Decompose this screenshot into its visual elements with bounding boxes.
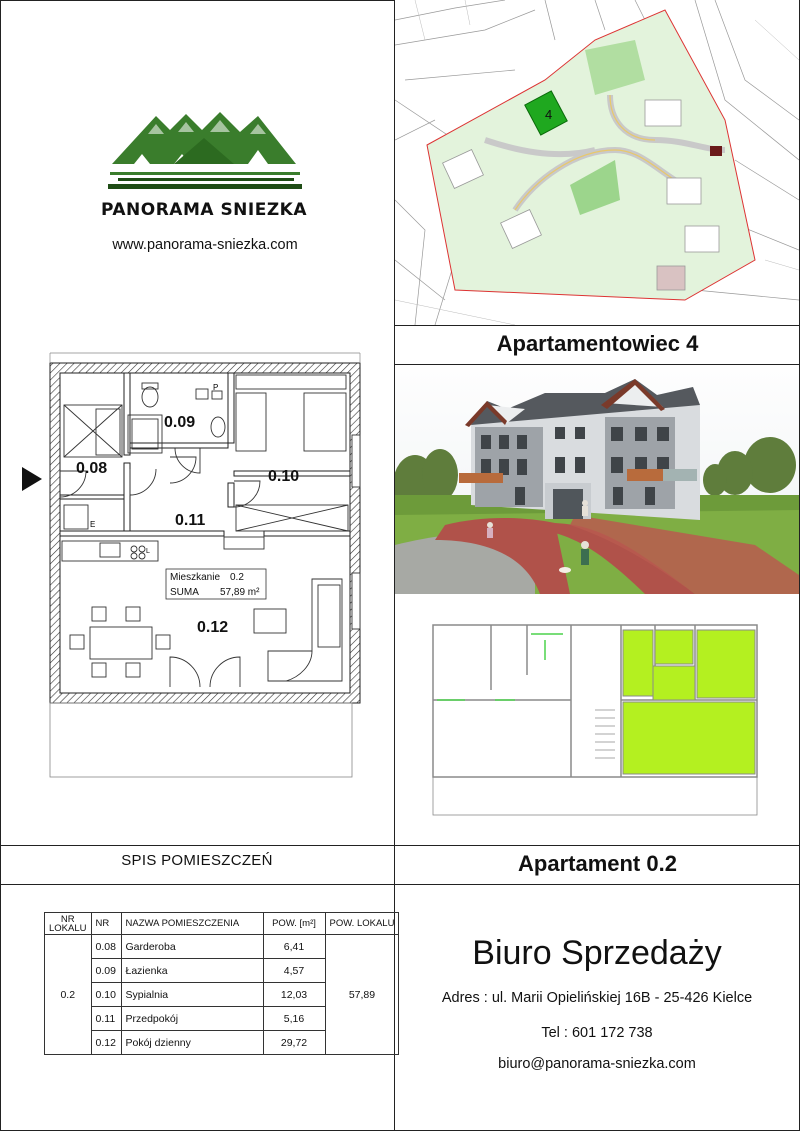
- company-url[interactable]: www.panorama-sniezka.com: [112, 237, 298, 253]
- building-render: [395, 365, 799, 594]
- header-nr: NR: [91, 913, 121, 935]
- svg-text:57,89 m²: 57,89 m²: [220, 587, 260, 598]
- office-address: Adres : ul. Marii Opielińskiej 16B - 25-426 Kielce: [441, 990, 753, 1006]
- cell-apartment-area: 57,89: [325, 935, 399, 1055]
- svg-text:0.2: 0.2: [230, 572, 244, 583]
- divider-section-titles: [0, 884, 800, 885]
- svg-text:E: E: [90, 520, 96, 529]
- room-list-table: [44, 912, 399, 1055]
- table-row: 0.2 0.08 Garderoba 6,41 57,89: [45, 935, 399, 959]
- table-row: 0.09 Łazienka 4,57: [45, 959, 399, 983]
- office-phone[interactable]: Tel : 601 172 738: [541, 1025, 653, 1041]
- room-label-0-09: 0.09: [164, 414, 196, 431]
- room-label-0-08: 0.08: [76, 460, 108, 477]
- sales-office-title: Biuro Sprzedaży: [472, 934, 722, 972]
- apartment-title: Apartament 0.2: [518, 851, 677, 876]
- building-number-label: 4: [545, 107, 553, 122]
- table-row: 0.11 Przedpokój 5,16: [45, 1007, 399, 1031]
- logo-name: PANORAMA SNIEZKA: [100, 200, 308, 220]
- apartment-floor-plan: [0, 345, 394, 790]
- floor-key-plan: [395, 600, 799, 840]
- svg-text:P: P: [213, 383, 219, 392]
- room-list-title: SPIS POMIESZCZEŃ: [121, 852, 273, 869]
- office-email[interactable]: biuro@panorama-sniezka.com: [498, 1056, 696, 1072]
- entrance-arrow-icon: [22, 467, 42, 491]
- room-label-0-12: 0.12: [197, 619, 229, 636]
- table-row: 0.10 Sypialnia 12,03: [45, 983, 399, 1007]
- room-label-0-10: 0.10: [268, 468, 300, 485]
- header-name: NAZWA POMIESZCZENIA: [121, 913, 263, 935]
- table-row: 0.12 Pokój dzienny 29,72: [45, 1031, 399, 1055]
- divider-section: [0, 845, 800, 846]
- header-apartment-area: POW. LOKALU: [325, 913, 399, 935]
- room-label-0-11: 0.11: [175, 512, 206, 529]
- site-plan-map: [395, 0, 799, 325]
- building-title: Apartamentowiec 4: [496, 331, 699, 356]
- svg-text:L: L: [146, 548, 150, 555]
- svg-text:SUMA: SUMA: [170, 587, 199, 598]
- header-area: POW. [m²]: [263, 913, 325, 935]
- header-nr-lokalu: NR LOKALU: [45, 913, 92, 935]
- table-header-row: [45, 913, 399, 935]
- divider-siteplan: [395, 325, 800, 326]
- svg-text:Mieszkanie: Mieszkanie: [170, 572, 221, 583]
- cell-lokal: 0.2: [45, 935, 92, 1055]
